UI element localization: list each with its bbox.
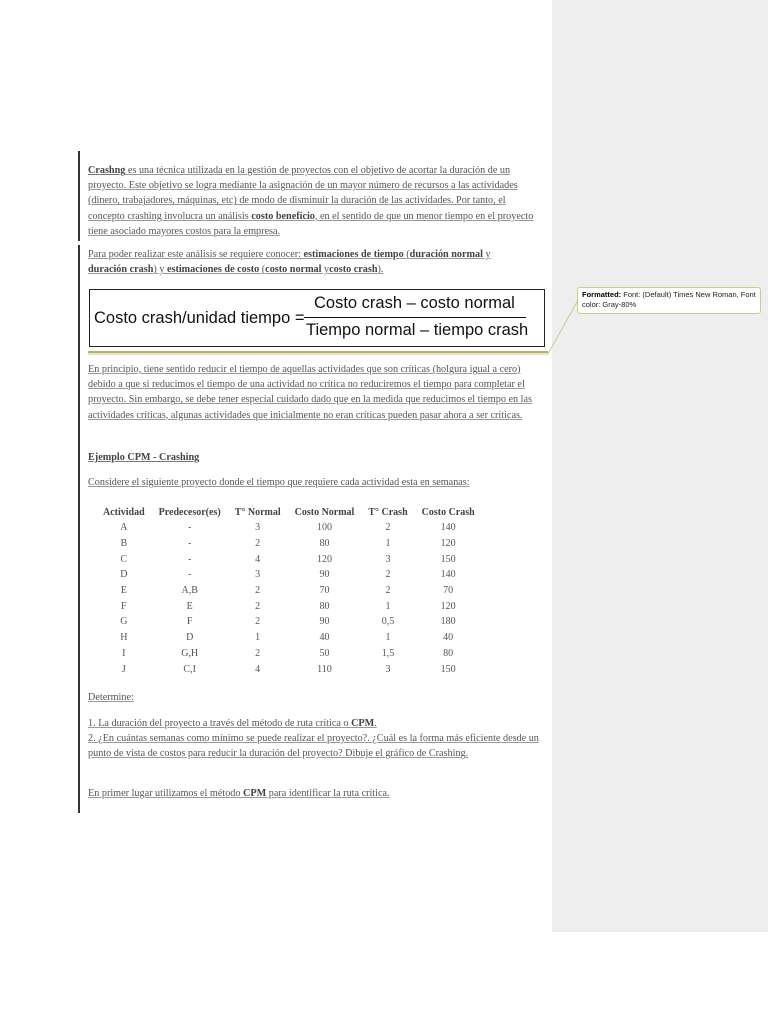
formula-box [89, 289, 545, 347]
consider-text: Considere el siguiente proyecto donde el tiempo que requiere cada actividad esta en semanas: [88, 477, 470, 488]
table-row [96, 583, 482, 599]
table-cell: 3 [385, 553, 391, 565]
col-header: T° Crash [368, 506, 408, 518]
table-cell: 150 [440, 663, 456, 675]
table-cell: 1 [255, 632, 261, 644]
req-bold: estimaciones de tiempo [303, 249, 404, 260]
markup-pane [552, 0, 768, 932]
table-cell: - [188, 553, 192, 565]
table-cell: C [120, 553, 128, 565]
table-cell: 3 [385, 663, 391, 675]
formatting-comment[interactable] [577, 287, 761, 314]
intro-bold: costo beneficio [251, 210, 315, 222]
principle-paragraph [88, 362, 544, 423]
first-step-paragraph [88, 786, 544, 801]
first-text: En primer lugar utilizamos el método [88, 788, 244, 799]
determine-text: Determine: [88, 692, 134, 703]
table-cell: 2 [255, 616, 261, 628]
formula-insert-mark [88, 351, 548, 353]
table-cell: 70 [443, 585, 454, 597]
req-text: ). [377, 264, 384, 276]
table-cell: - [188, 538, 192, 550]
req-text: ( [403, 249, 410, 260]
crashing-term: Crashng [88, 165, 126, 176]
table-cell: 4 [255, 553, 261, 565]
table-row [96, 598, 482, 614]
req-text: ( [259, 264, 266, 276]
table-cell: 120 [440, 538, 456, 550]
table-cell: - [188, 522, 192, 534]
table-cell: - [188, 569, 192, 581]
table-header-row [96, 504, 482, 520]
col-header: Costo Crash [421, 506, 475, 518]
table-row [96, 646, 482, 662]
intro-text-2: , en el sentido de que un menor tiempo en el proyecto tiene asociado mayores costos para la empresa. [88, 210, 534, 237]
req-text: Para poder realizar este análisis se requiere conocer: [88, 249, 304, 260]
table-cell: D [186, 632, 194, 644]
table-cell: E [120, 585, 127, 597]
table-cell: 1,5 [381, 647, 395, 659]
table-cell: 140 [440, 522, 456, 534]
questions [88, 716, 544, 762]
col-header: Costo Normal [294, 506, 355, 518]
formula-lhs: Costo crash/unidad tiempo = [94, 309, 305, 327]
example-title [88, 450, 544, 465]
table-cell: 2 [255, 538, 261, 550]
example-heading: Ejemplo CPM - Crashing [88, 452, 200, 463]
table-cell: 4 [255, 663, 261, 675]
table-cell: 80 [319, 600, 330, 612]
principle-text: En principio, tiene sentido reducir el tiempo de aquellas actividades que son críticas (holgura igual a cero) debido a que si reducimos el tiempo de una actividad no crítica no reduciremos el tiempo para completar el proyecto. Sin embargo, se debe tener especial cuidado dado que en la medida que reducimos el tiempo en las actividades críticas, algunas actividades que inicialmente no eran críticas pueden pasar ahora a ser críticas. [88, 364, 532, 421]
table-cell: 120 [316, 553, 332, 565]
table-cell: G,H [181, 647, 199, 659]
col-header: Actividad [103, 506, 145, 518]
table-row [96, 661, 482, 677]
table-row [96, 551, 482, 567]
table-cell: 90 [319, 569, 330, 581]
table-cell: C,I [183, 663, 196, 675]
table-cell: 1 [385, 538, 391, 550]
requirements-paragraph [88, 247, 544, 277]
intro-text-1: es una técnica utilizada en la gestión de proyectos con el objetivo de acortar la duración de un proyecto. Este objetivo se logra mediante la asignación de un mayor número de recursos a las actividades (dinero, trabajadores, máquinas, etc) de modo de disminuir la duración de las actividades. Por tanto, el concepto crashing involucra un análisis [88, 165, 518, 222]
table-cell: A,B [181, 585, 198, 597]
table-cell: 70 [319, 585, 330, 597]
table-cell: G [120, 616, 128, 628]
table-cell: D [120, 569, 128, 581]
table-row [96, 520, 482, 536]
table-cell: A [120, 522, 128, 534]
table-body [96, 520, 482, 677]
q1-bold: CPM [351, 718, 375, 729]
table-cell: 2 [385, 585, 391, 597]
table-cell: B [120, 538, 128, 550]
intro-paragraph [88, 163, 544, 239]
table-cell: F [121, 600, 127, 612]
table-cell: F [186, 616, 193, 628]
table-cell: 40 [319, 632, 330, 644]
table-cell: 3 [255, 522, 261, 534]
first-end: para identificar la ruta crítica. [266, 788, 390, 799]
table-cell: 3 [255, 569, 261, 581]
table-cell: 140 [440, 569, 456, 581]
table-cell: 100 [316, 522, 332, 534]
table-cell: 2 [385, 522, 391, 534]
table-cell: 90 [319, 616, 330, 628]
table-cell: 40 [443, 632, 454, 644]
req-bold: estimaciones de costo [166, 264, 260, 276]
first-bold: CPM [243, 788, 267, 799]
activities-table [96, 504, 482, 677]
table-cell: 0,5 [381, 616, 395, 628]
table-cell: 180 [440, 616, 456, 628]
table-cell: J [121, 663, 126, 675]
req-bold: costo normal [265, 264, 322, 276]
table-cell: 1 [385, 632, 391, 644]
req-bold: duración crash [88, 264, 154, 276]
table-row [96, 567, 482, 583]
change-bar [78, 245, 80, 813]
table-cell: 120 [440, 600, 456, 612]
q1-text: 1. La duración del proyecto a través del método de ruta crítica o [88, 718, 352, 729]
table-cell: I [122, 647, 126, 659]
req-text: ) y [153, 264, 167, 276]
formula-denominator: Tiempo normal – tiempo crash [306, 321, 529, 339]
table-cell: 50 [319, 647, 330, 659]
table-cell: E [186, 600, 193, 612]
col-header: Predecesor(es) [158, 506, 221, 518]
table-row [96, 630, 482, 646]
table-cell: H [120, 632, 128, 644]
req-text: y [482, 249, 491, 260]
table-cell: 150 [440, 553, 456, 565]
consider-paragraph [88, 475, 544, 490]
table-cell: 1 [385, 600, 391, 612]
comment-text: Font: (Default) Times New Roman, Font color: Gray-80% [582, 290, 756, 309]
table-cell: 110 [317, 663, 332, 675]
q1-end: . [374, 718, 377, 729]
formula-numerator: Costo crash – costo normal [314, 294, 515, 312]
table-row [96, 536, 482, 552]
change-bar [78, 151, 80, 241]
req-bold: duración normal [409, 249, 483, 260]
req-bold: costo crash [329, 264, 378, 276]
table-cell: 2 [255, 600, 261, 612]
table-cell: 2 [255, 647, 261, 659]
determine-label [88, 690, 544, 705]
table-cell: 80 [319, 538, 330, 550]
req-text: y [321, 264, 330, 276]
table-cell: 2 [385, 569, 391, 581]
col-header: T° Normal [234, 506, 281, 518]
fraction-bar [304, 317, 526, 318]
table-cell: 80 [443, 647, 454, 659]
comment-label: Formatted: [582, 290, 622, 299]
table-row [96, 614, 482, 630]
table-cell: 2 [255, 585, 261, 597]
q2-text: 2. ¿En cuántas semanas como mínimo se puede realizar el proyecto?. ¿Cuál es la forma más eficiente desde un punto de vista de costos para reducir la duración del proyecto? Dibuje el gráfico de Crashing. [88, 733, 539, 760]
